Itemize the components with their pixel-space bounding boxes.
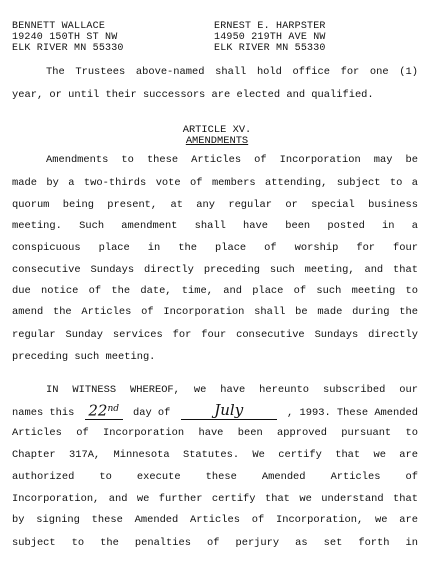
witness-line: by signing these Amended Articles of Incorporation, we are [12, 514, 418, 526]
article-title [0, 135, 434, 147]
signatory-address-left [12, 21, 124, 54]
signatory-name: BENNETT WALLACE [12, 21, 106, 32]
signatory-name: ERNEST E. HARPSTER [214, 21, 326, 32]
handwritten-month [181, 401, 277, 420]
paragraph-line: consecutive Sundays directly preceding such meeting, and that [12, 264, 418, 276]
paragraph-line: due notice of the date, time, and place of such meeting to [12, 285, 418, 297]
signatory-address-right [214, 21, 326, 54]
witness-line: Articles of Incorporation have been approved pursuant to [12, 427, 418, 439]
paragraph-line: amend the Articles of Incorporation shall be made during the [12, 306, 418, 318]
signatory-street: 19240 150TH ST NW [12, 32, 118, 43]
signatory-city: ELK RIVER MN 55330 [214, 43, 326, 54]
article-number: ARTICLE XV. [182, 124, 252, 136]
witness-text: day of [132, 407, 171, 420]
witness-date-line [12, 403, 418, 420]
handwritten-day [85, 403, 123, 420]
signatory-street: 14950 219TH AVE NW [214, 32, 326, 43]
trustees-line: year, or until their successors are elected and qualified. [12, 89, 374, 101]
witness-line: Chapter 317A, Minnesota Statutes. We certify that we are [12, 449, 418, 461]
witness-line: IN WITNESS WHEREOF, we have hereunto subscribed our [46, 384, 418, 396]
trustees-line: The Trustees above-named shall hold office for one (1) [46, 66, 418, 78]
paragraph-line: meeting. Such amendment shall have been posted in a [12, 220, 418, 232]
article-title-text: AMENDMENTS [185, 135, 249, 147]
witness-text: names this [12, 407, 75, 420]
paragraph-line: preceding such meeting. [12, 351, 156, 363]
handwritten-month-text: July [214, 401, 244, 420]
handwritten-day-suffix: nd [107, 404, 119, 414]
paragraph-line: regular Sunday services for four consecutive Sundays directly [12, 329, 418, 341]
witness-line: Incorporation, and we further certify that we understand that [12, 493, 418, 505]
signatory-city: ELK RIVER MN 55330 [12, 43, 124, 54]
paragraph-line: quorum being present, at any regular or special business [12, 199, 418, 211]
witness-text: , 1993. These Amended [287, 407, 418, 420]
paragraph-line: conspicuous place in the place of worship for four [12, 242, 418, 254]
handwritten-day-number: 22 [88, 401, 108, 420]
paragraph-line: Amendments to these Articles of Incorporation may be [46, 154, 418, 166]
witness-line: subject to the penalties of perjury as set forth in [12, 537, 418, 549]
witness-line: authorized to execute these Amended Articles of [12, 471, 418, 483]
paragraph-line: made by a two-thirds vote of members attending, subject to a [12, 177, 418, 189]
